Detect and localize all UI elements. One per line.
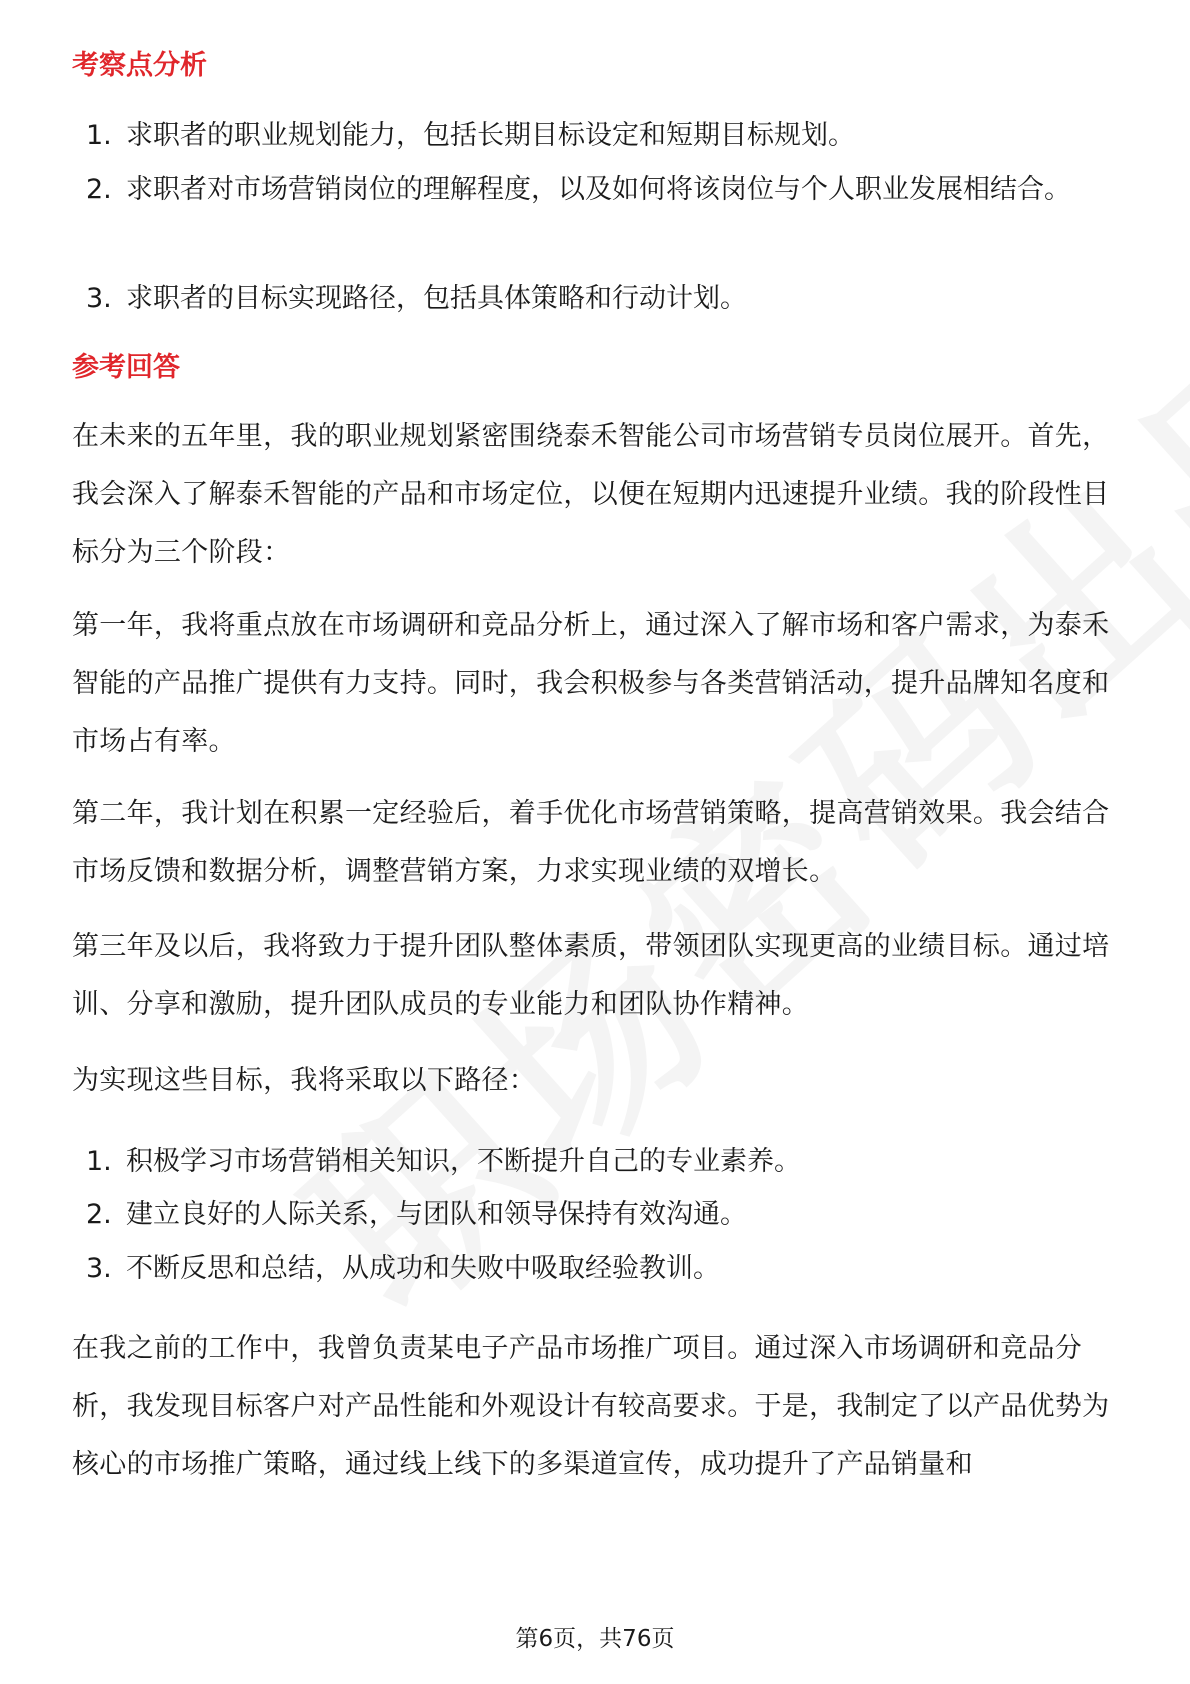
analysis-list-item: [86, 270, 1118, 328]
path-list-item: [86, 1133, 1118, 1191]
analysis-list-item: [86, 161, 1118, 219]
list-text: 求职者的目标实现路径，包括具体策略和行动计划。: [126, 283, 747, 314]
section-title-answer: 参考回答: [72, 352, 180, 383]
answer-paragraph: 第三年及以后，我将致力于提升团队整体素质，带领团队实现更高的业绩目标。通过培训、分享和激励，提升团队成员的专业能力和团队协作精神。: [72, 931, 1110, 1020]
list-number: 3.: [86, 1253, 112, 1284]
answer-paragraph: 在未来的五年里，我的职业规划紧密围绕泰禾智能公司市场营销专员岗位展开。首先，我会深入了解泰禾智能的产品和市场定位，以便在短期内迅速提升业绩。我的阶段性目标分为三个阶段：: [72, 421, 1110, 568]
section-title-analysis: 考察点分析: [72, 50, 207, 81]
answer-paragraph: 第一年，我将重点放在市场调研和竞品分析上，通过深入了解市场和客户需求，为泰禾智能的产品推广提供有力支持。同时，我会积极参与各类营销活动，提升品牌知名度和市场占有率。: [72, 610, 1110, 757]
list-text: 建立良好的人际关系，与团队和领导保持有效沟通。: [126, 1199, 747, 1230]
list-number: 1.: [86, 1146, 112, 1177]
list-text: 求职者的职业规划能力，包括长期目标设定和短期目标规划。: [126, 120, 855, 151]
list-text: 不断反思和总结，从成功和失败中吸取经验教训。: [126, 1253, 720, 1284]
answer-paragraph: 为实现这些目标，我将采取以下路径：: [72, 1065, 537, 1096]
list-text: 求职者对市场营销岗位的理解程度，以及如何将该岗位与个人职业发展相结合。: [126, 174, 1071, 205]
list-number: 2.: [86, 1199, 112, 1230]
path-list-item: [86, 1240, 1118, 1298]
list-text: 积极学习市场营销相关知识，不断提升自己的专业素养。: [126, 1146, 801, 1177]
page-footer: 第6页，共76页: [515, 1626, 675, 1652]
path-list-item: [86, 1186, 1118, 1244]
answer-paragraph: 在我之前的工作中，我曾负责某电子产品市场推广项目。通过深入市场调研和竞品分析，我发现目标客户对产品性能和外观设计有较高要求。于是，我制定了以产品优势为核心的市场推广策略，通过线上线下的多渠道宣传，成功提升了产品销量和: [72, 1333, 1110, 1480]
list-number: 2.: [86, 174, 112, 205]
list-number: 1.: [86, 120, 112, 151]
list-number: 3.: [86, 283, 112, 314]
answer-paragraph: 第二年，我计划在积累一定经验后，着手优化市场营销策略，提高营销效果。我会结合市场反馈和数据分析，调整营销方案，力求实现业绩的双增长。: [72, 798, 1110, 887]
analysis-list-item: [86, 107, 1118, 165]
